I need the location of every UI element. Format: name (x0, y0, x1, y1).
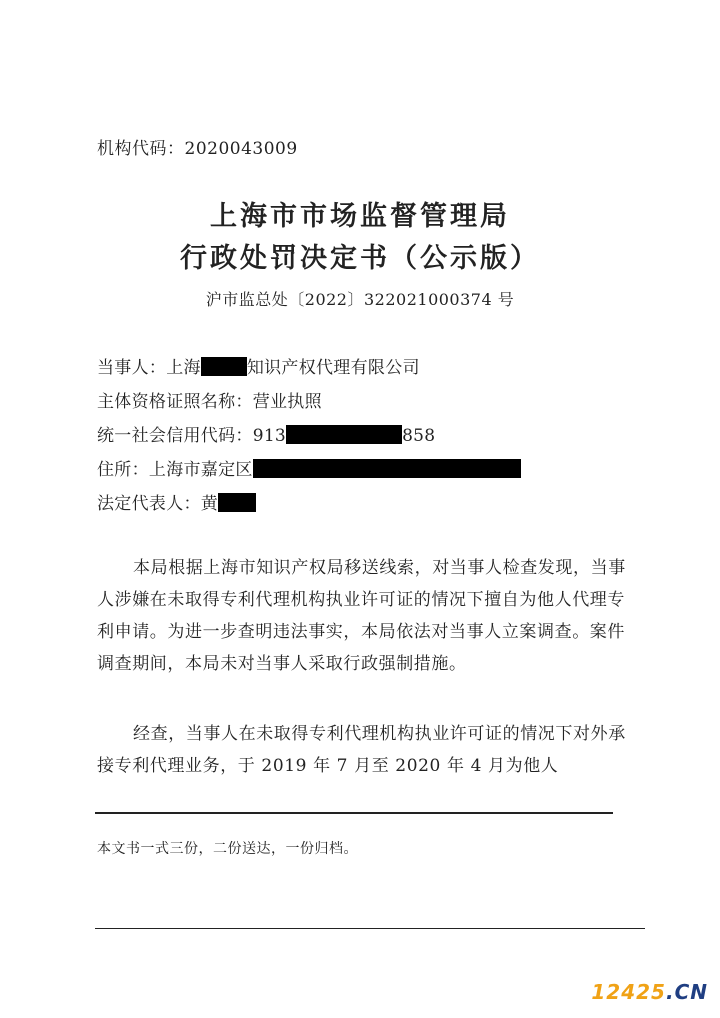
document-subtitle: 行政处罚决定书（公示版） (180, 243, 540, 274)
address-prefix: 住所：上海市嘉定区 (97, 460, 253, 480)
divider-line (95, 928, 645, 929)
credit-code-suffix: 858 (402, 426, 436, 446)
watermark-number: 12425 (591, 980, 666, 1004)
redaction-bar (286, 425, 402, 444)
site-watermark (591, 980, 708, 1004)
divider-line (95, 812, 613, 814)
party-name-suffix: 知识产权代理有限公司 (246, 358, 420, 378)
address-row (97, 455, 521, 480)
document-title: 上海市市场监督管理局 (210, 201, 510, 232)
redaction-bar (253, 459, 521, 478)
license-type-row: 主体资格证照名称：营业执照 (97, 392, 322, 412)
credit-code-row (97, 421, 435, 446)
paragraph-findings: 经查，当事人在未取得专利代理机构执业许可证的情况下对外承接专利代理业务，于 2019 年 7 月至 2020 年 4 月为他人 (97, 724, 626, 776)
paragraph-investigation: 本局根据上海市知识产权局移送线索，对当事人检查发现，当事人涉嫌在未取得专利代理机构执业许可证的情况下擅自为他人代理专利申请。为进一步查明违法事实，本局依法对当事人立案调查。案件调查期间，本局未对当事人采取行政强制措施。 (97, 558, 626, 674)
party-name-prefix: 当事人：上海 (97, 358, 201, 378)
org-code: 机构代码：2020043009 (97, 139, 298, 159)
watermark-domain: .CN (665, 980, 708, 1004)
redaction-bar (218, 493, 256, 512)
legal-rep-row (97, 489, 256, 514)
credit-code-prefix: 统一社会信用代码：913 (97, 426, 287, 446)
party-name-row (97, 353, 420, 378)
legal-rep-prefix: 法定代表人：黄 (97, 494, 219, 514)
footnote: 本文书一式三份，二份送达，一份归档。 (97, 841, 358, 857)
redaction-bar (201, 357, 247, 376)
document-number: 沪市监总处〔2022〕322021000374 号 (205, 290, 515, 309)
